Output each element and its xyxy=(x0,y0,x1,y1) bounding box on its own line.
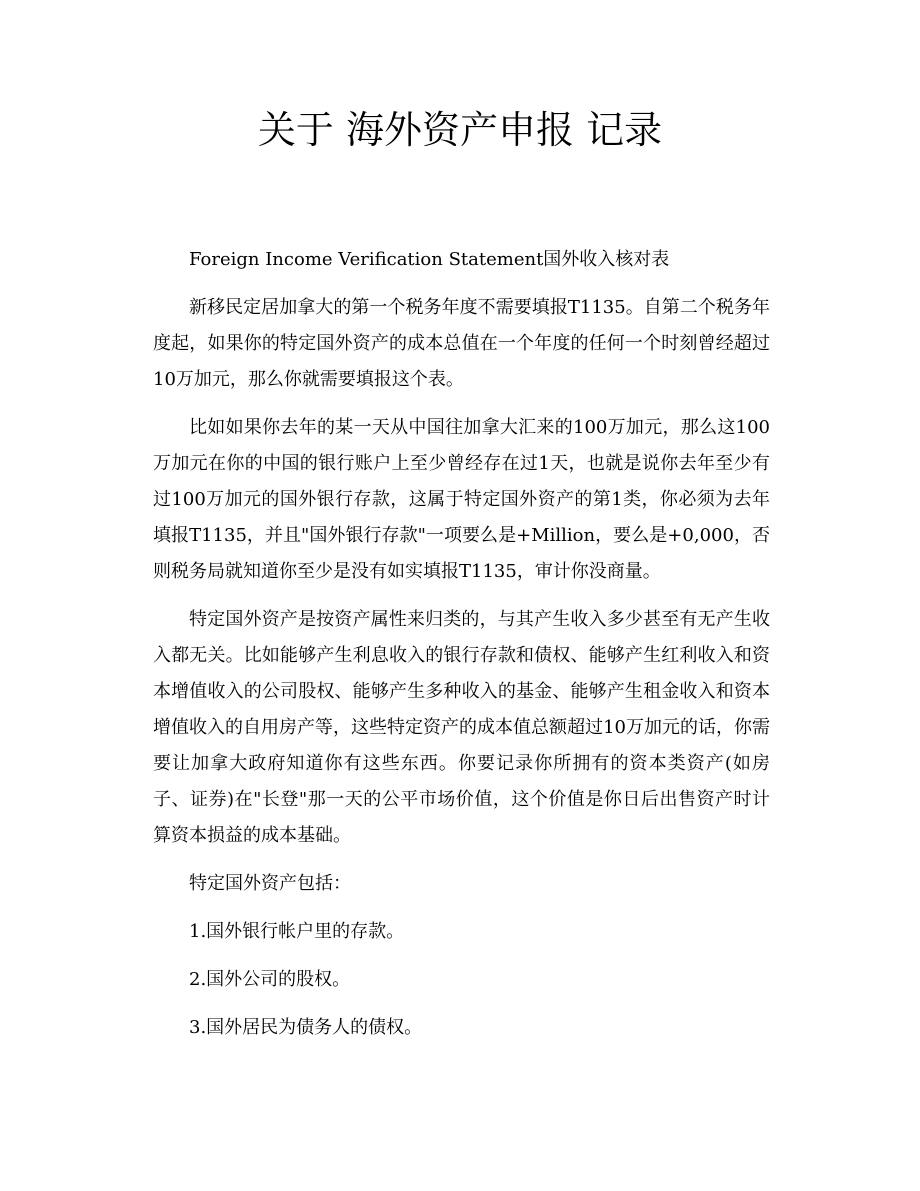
list-item: 1.国外银行帐户里的存款。 xyxy=(189,921,405,942)
paragraph-asset-classification: 特定国外资产是按资产属性来归类的，与其产生收入多少甚至有无产生收入都无关。比如能够产生利息收入的银行存款和债权、能够产生红利收入和资本增值收入的公司股权、能够产生多种收入的基金、能够产生租金收入和资本增值收入的自用房产等，这些特定资产的成本值总额超过10万加元的话，你需要让加拿大政府知道你有这些东西。你要记录你所拥有的资本类资产(如房子、证券)在"长登"那一天的公平市场价值，这个价值是你日后出售资产时计算资本损益的成本基础。 xyxy=(153,609,770,846)
document-body xyxy=(153,242,770,1058)
paragraph-form-name: Foreign Income Verification Statement国外收入核对表 xyxy=(189,249,670,270)
paragraph-example: 比如如果你去年的某一天从中国往加拿大汇来的100万加元，那么这100万加元在你的中国的银行账户上至少曾经存在过1天，也就是说你去年至少有过100万加元的国外银行存款，这属于特定国外资产的第1类，你必须为去年填报T1135，并且"国外银行存款"一项要么是+Million，要么是+0,000，否则税务局就知道你至少是没有如实填报T1135，审计你没商量。 xyxy=(153,417,770,582)
document-title: 关于 海外资产申报 记录 xyxy=(257,108,663,152)
paragraph-filing-requirement: 新移民定居加拿大的第一个税务年度不需要填报T1135。自第二个税务年度起，如果你的特定国外资产的成本总值在一个年度的任何一个时刻曾经超过10万加元，那么你就需要填报这个表。 xyxy=(153,297,770,390)
list-item: 3.国外居民为债务人的债权。 xyxy=(189,1017,423,1038)
paragraph-list-intro: 特定国外资产包括： xyxy=(189,873,351,894)
list-item: 2.国外公司的股权。 xyxy=(189,969,351,990)
